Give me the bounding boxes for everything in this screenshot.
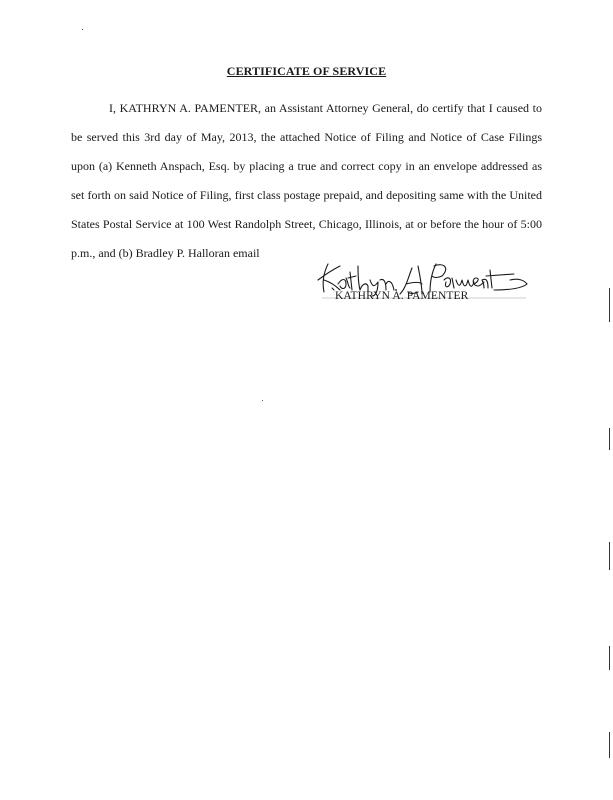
scan-edge-mark [609, 646, 610, 670]
scan-speck [262, 400, 263, 401]
scan-edge-mark [609, 428, 610, 450]
scan-edge-mark [609, 732, 610, 758]
scan-speck [82, 29, 83, 30]
document-title: CERTIFICATE OF SERVICE [226, 64, 387, 78]
scan-edge-mark [609, 288, 610, 322]
certificate-body: I, KATHRYN A. PAMENTER, an Assistant Attorney General, do certify that I caused to be served this 3rd day of May, 2013, the attached Notice of Filing and Notice of Case Filings upon (a) Kenneth Anspach, Esq. by placing a true and correct copy in an envelope addressed as set forth on said Notice of Filing, first class postage prepaid, and depositing same with the United States Postal Service at 100 West Randolph Street, Chicago, Illinois, at or before the hour of 5:00 p.m., and (b) Bradley P. Halloran email [71, 101, 542, 260]
scan-edge-mark [609, 542, 610, 570]
signer-name: KATHRYN A. PAMENTER [335, 290, 469, 302]
